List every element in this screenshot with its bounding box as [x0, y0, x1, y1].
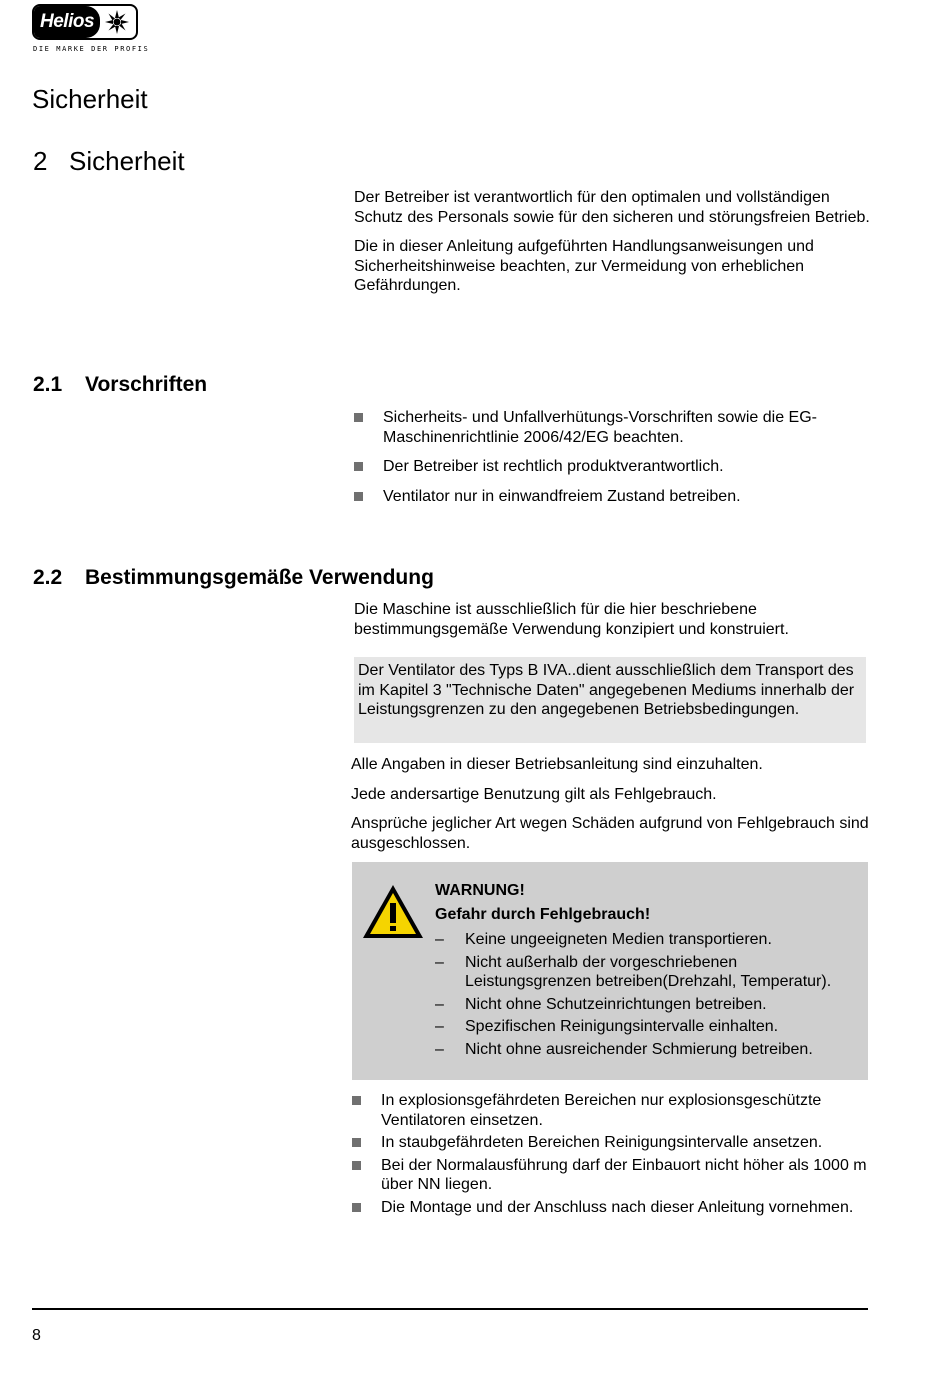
- usage-bullet-list: [352, 1091, 868, 1217]
- list-item: [354, 457, 869, 477]
- logo-wordmark: Helios: [34, 6, 100, 38]
- square-bullet-icon: [352, 1161, 361, 1170]
- square-bullet-icon: [354, 413, 363, 422]
- square-bullet-icon: [352, 1096, 361, 1105]
- logo-tagline: DIE MARKE DER PROFIS: [33, 45, 150, 53]
- usage-paragraphs: [351, 755, 871, 853]
- section-title: Vorschriften: [85, 373, 208, 396]
- usage-highlight-text: Der Ventilator des Typs B IVA..dient ausschließlich dem Transport des im Kapitel 3 "Technische Daten" angegebenen Mediums innerhalb der Leistungsgrenzen zu den angegebenen Betriebsbedingungen.: [358, 662, 855, 718]
- warning-item: [435, 930, 860, 950]
- list-item: [354, 408, 869, 447]
- list-item: [354, 487, 869, 507]
- dash-bullet: –: [435, 931, 444, 948]
- fan-icon: [100, 6, 134, 38]
- list-item-text: In explosionsgefährdeten Bereichen nur explosionsgeschützte Ventilatoren einsetzen.: [381, 1092, 822, 1129]
- warning-label: WARNUNG!: [435, 882, 525, 899]
- helios-logo: [32, 4, 138, 40]
- warning-item-text: Spezifischen Reinigungsintervalle einhalten.: [465, 1018, 779, 1035]
- list-item-text: Sicherheits- und Unfallverhütungs-Vorschriften sowie die EG-Maschinenrichtlinie 2006/42/EG beachten.: [383, 409, 817, 446]
- dash-bullet: –: [435, 1040, 444, 1058]
- dash-bullet: –: [435, 995, 444, 1013]
- warning-subtitle: Gefahr durch Fehlgebrauch!: [435, 906, 651, 923]
- intro-paragraph: Die in dieser Anleitung aufgeführten Handlungsanweisungen und Sicherheitshinweise beachten, zur Vermeidung von erheblichen Gefährdungen.: [354, 238, 814, 294]
- warning-triangle-icon: [360, 882, 426, 947]
- section-heading-vorschriften: [33, 373, 207, 397]
- warning-content: [435, 879, 860, 1059]
- warning-item: [435, 1017, 860, 1037]
- warning-item-text: Nicht ohne Schutzeinrichtungen betreiben.: [465, 995, 767, 1013]
- square-bullet-icon: [354, 462, 363, 471]
- warning-item: [435, 995, 860, 1015]
- warning-item: [435, 1040, 860, 1060]
- vorschriften-list: [354, 408, 869, 506]
- list-item-text: In staubgefährdeten Bereichen Reinigungsintervalle ansetzen.: [381, 1134, 823, 1151]
- list-item-text: Die Montage und der Anschluss nach dieser Anleitung vornehmen.: [381, 1198, 854, 1216]
- warning-item: [435, 953, 860, 992]
- dash-bullet: –: [435, 953, 444, 971]
- warning-item-text: Nicht außerhalb der vorgeschriebenen Leistungsgrenzen betreiben(Drehzahl, Temperatur).: [465, 953, 832, 990]
- list-item-text: Bei der Normalausführung darf der Einbauort nicht höher als 1000 m über NN liegen.: [381, 1156, 867, 1193]
- section-title: Bestimmungsgemäße Verwendung: [85, 566, 434, 589]
- chapter-intro: [354, 188, 874, 296]
- square-bullet-icon: [352, 1138, 361, 1147]
- usage-highlight-box: [354, 657, 866, 743]
- list-item-text: Ventilator nur in einwandfreiem Zustand betreiben.: [383, 487, 741, 505]
- intro-paragraph: Der Betreiber ist verantwortlich für den optimalen und vollständigen Schutz des Personals sowie für den sicheren und störungsfreien Betrieb.: [354, 189, 870, 226]
- chapter-title: Sicherheit: [69, 146, 185, 176]
- square-bullet-icon: [352, 1203, 361, 1212]
- usage-paragraph: Ansprüche jeglicher Art wegen Schäden aufgrund von Fehlgebrauch sind ausgeschlossen.: [351, 815, 869, 852]
- list-item: [352, 1156, 868, 1195]
- section-number: 2.2: [33, 566, 63, 589]
- page-number: 8: [32, 1327, 41, 1344]
- footer-rule: [32, 1308, 868, 1310]
- section-heading-verwendung: [33, 566, 434, 590]
- page-heading: Sicherheit: [32, 84, 148, 114]
- usage-paragraph: Alle Angaben in dieser Betriebsanleitung sind einzuhalten.: [351, 756, 763, 773]
- verwendung-intro: Die Maschine ist ausschließlich für die hier beschriebene bestimmungsgemäße Verwendung konzipiert und konstruiert.: [354, 601, 789, 638]
- list-item: [352, 1091, 868, 1130]
- list-item: [352, 1133, 868, 1153]
- chapter-heading: [33, 146, 185, 177]
- chapter-number: 2: [33, 146, 48, 176]
- list-item-text: Der Betreiber ist rechtlich produktverantwortlich.: [383, 458, 724, 475]
- warning-item-text: Keine ungeeigneten Medien transportieren.: [465, 931, 772, 948]
- warning-item-text: Nicht ohne ausreichender Schmierung betreiben.: [465, 1040, 813, 1058]
- square-bullet-icon: [354, 492, 363, 501]
- list-item: [352, 1198, 868, 1218]
- warning-box: [352, 862, 868, 1080]
- section-number: 2.1: [33, 373, 63, 396]
- dash-bullet: –: [435, 1018, 444, 1035]
- usage-paragraph: Jede andersartige Benutzung gilt als Fehlgebrauch.: [351, 785, 717, 803]
